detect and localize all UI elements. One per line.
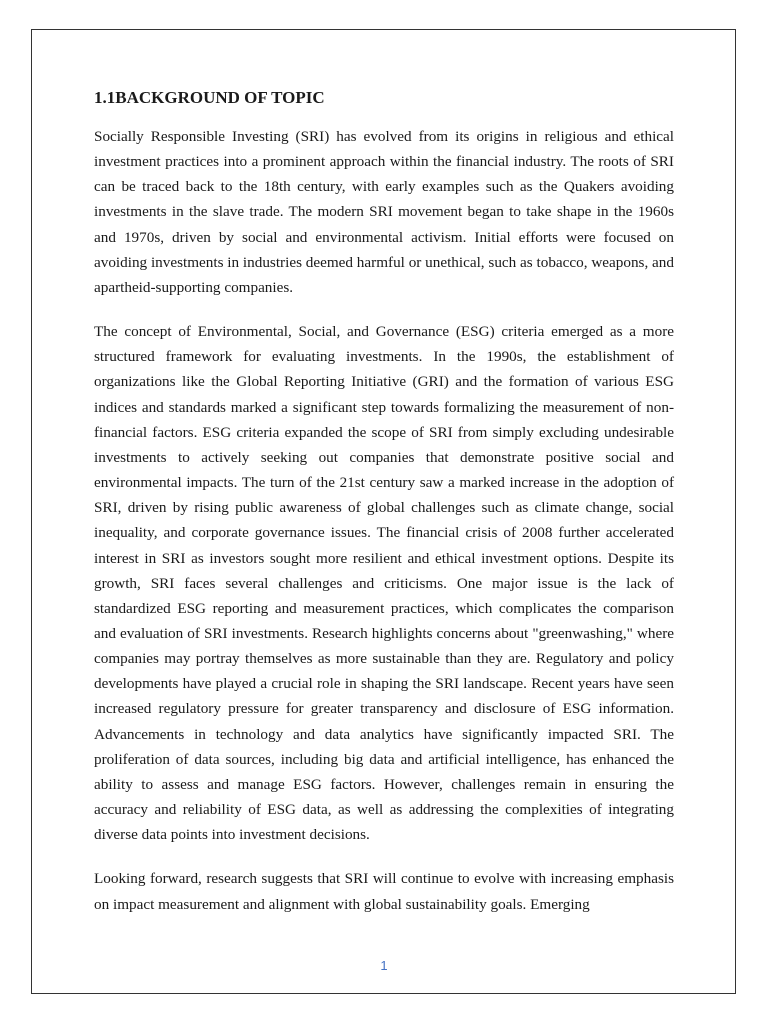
page-number: 1 [380,958,388,973]
section-heading: 1.1BACKGROUND OF TOPIC [94,88,325,107]
document-body [94,86,674,936]
paragraph-3: Looking forward, research suggests that SRI will continue to evolve with increasing emphasis on impact measurement and alignment with global sustainability goals. Emerging [94,870,674,913]
paragraph-2: The concept of Environmental, Social, and Governance (ESG) criteria emerged as a more structured framework for evaluating investments. In the 1990s, the establishment of organizations like the Global Reporting Initiative (GRI) and the formation of various ESG indices and standards marked a significant step towards formalizing the measurement of non-financial factors. ESG criteria expanded the scope of SRI from simply excluding undesirable investments to actively seeking out companies that demonstrate positive social and environmental impacts. The turn of the 21st century saw a marked increase in the adoption of SRI, driven by rising public awareness of global challenges such as climate change, social inequality, and corporate governance issues. The financial crisis of 2008 further accelerated interest in SRI as investors sought more resilient and ethical investment options. Despite its growth, SRI faces several challenges and criticisms. One major issue is the lack of standardized ESG reporting and measurement practices, which complicates the comparison and evaluation of SRI investments. Research highlights concerns about "greenwashing," where companies may portray themselves as more sustainable than they are. Regulatory and policy developments have played a crucial role in shaping the SRI landscape. Recent years have seen increased regulatory pressure for greater transparency and disclosure of ESG information. Advancements in technology and data analytics have significantly impacted SRI. The proliferation of data sources, including big data and artificial intelligence, has enhanced the ability to assess and manage ESG factors. However, challenges remain in ensuring the accuracy and reliability of ESG data, as well as addressing the complexities of integrating diverse data points into investment decisions. [94,323,674,844]
paragraph-1: Socially Responsible Investing (SRI) has evolved from its origins in religious and ethical investment practices into a prominent approach within the financial industry. The roots of SRI can be traced back to the 18th century, with early examples such as the Quakers avoiding investments in the slave trade. The modern SRI movement began to take shape in the 1960s and 1970s, driven by social and environmental activism. Initial efforts were focused on avoiding investments in industries deemed harmful or unethical, such as tobacco, weapons, and apartheid-supporting companies. [94,128,674,296]
